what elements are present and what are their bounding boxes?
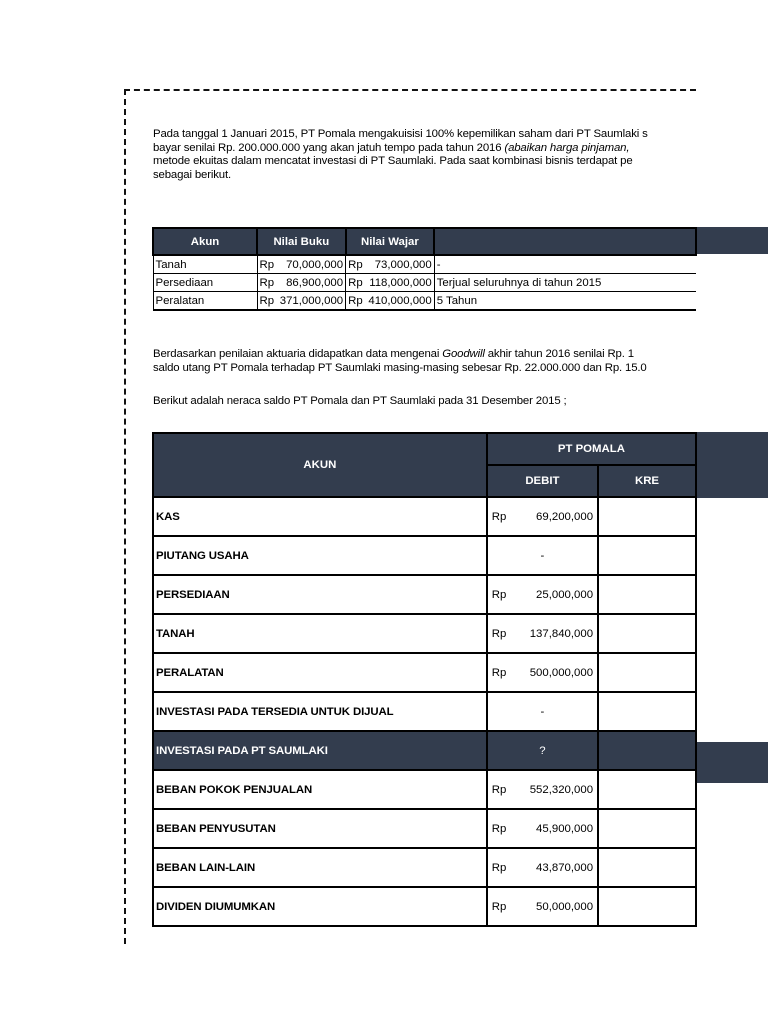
goodwill-line-2: saldo utang PT Pomala terhadap PT Saumlaki masing-masing sebesar Rp. 22.000.000 dan Rp. 15.0 — [153, 361, 647, 374]
goodwill-paragraph — [153, 348, 697, 375]
intro-line-4: sebagai berikut. — [153, 168, 232, 181]
col-pt-pomala: PT POMALA — [487, 433, 696, 465]
table-row: BEBAN POKOK PENJUALAN Rp 552,320,000 — [153, 770, 696, 809]
intro-line-1: Pada tanggal 1 Januari 2015, PT Pomala mengakuisisi 100% kepemilikan saham dari PT Saumlaki s — [153, 128, 648, 140]
intro-line-2: bayar senilai Rp. 200.000.000 yang akan jatuh tempo pada tahun 2016 (abaikan harga pinjaman, — [153, 141, 630, 154]
col-nilai-wajar: Nilai Wajar — [346, 228, 435, 255]
table-row: KAS Rp 69,200,000 — [153, 497, 696, 536]
trial-balance-table — [152, 432, 697, 927]
col-keterangan — [434, 228, 696, 255]
table-row: Tanah Rp 70,000,000 Rp 73,000,000 - — [153, 255, 696, 274]
table-row: TANAH Rp 137,840,000 — [153, 614, 696, 653]
table-row: PERSEDIAAN Rp 25,000,000 — [153, 575, 696, 614]
dashed-border-left — [124, 89, 126, 944]
intro-line-3: metode ekuitas dalam mencatat investasi di PT Saumlaki. Pada saat kombinasi bisnis terdapat pe — [153, 155, 633, 167]
table-row: INVESTASI PADA TERSEDIA UNTUK DIJUAL - — [153, 692, 696, 731]
header-band-extension-1 — [697, 227, 768, 254]
dashed-border-top — [124, 89, 696, 91]
col-debit: DEBIT — [487, 465, 598, 497]
col-nilai-buku: Nilai Buku — [257, 228, 346, 255]
intro-paragraph — [153, 128, 697, 182]
table-row-highlighted: INVESTASI PADA PT SAUMLAKI ? — [153, 731, 696, 770]
table-row: Persediaan Rp 86,900,000 Rp 118,000,000 Terjual seluruhnya di tahun 2015 — [153, 274, 696, 292]
table-row: BEBAN LAIN-LAIN Rp 43,870,000 — [153, 848, 696, 887]
goodwill-line-1: Berdasarkan penilaian aktuaria didapatkan data mengenai Goodwill akhir tahun 2016 senilai Rp. 1 — [153, 348, 634, 360]
col-akun: Akun — [153, 228, 257, 255]
fair-value-table — [152, 227, 697, 311]
trial-balance-intro: Berikut adalah neraca saldo PT Pomala dan PT Saumlaki pada 31 Desember 2015 ; — [153, 395, 567, 407]
col-kredit: KRE — [598, 465, 696, 497]
col-akun: AKUN — [153, 433, 487, 497]
highlight-band-extension — [697, 742, 768, 783]
table-row: DIVIDEN DIUMUMKAN Rp 50,000,000 — [153, 887, 696, 926]
header-band-extension-2 — [697, 432, 768, 498]
table-row: BEBAN PENYUSUTAN Rp 45,900,000 — [153, 809, 696, 848]
table-row: PERALATAN Rp 500,000,000 — [153, 653, 696, 692]
table-row: Peralatan Rp 371,000,000 Rp 410,000,000 5 Tahun — [153, 292, 696, 311]
table-row: PIUTANG USAHA - — [153, 536, 696, 575]
